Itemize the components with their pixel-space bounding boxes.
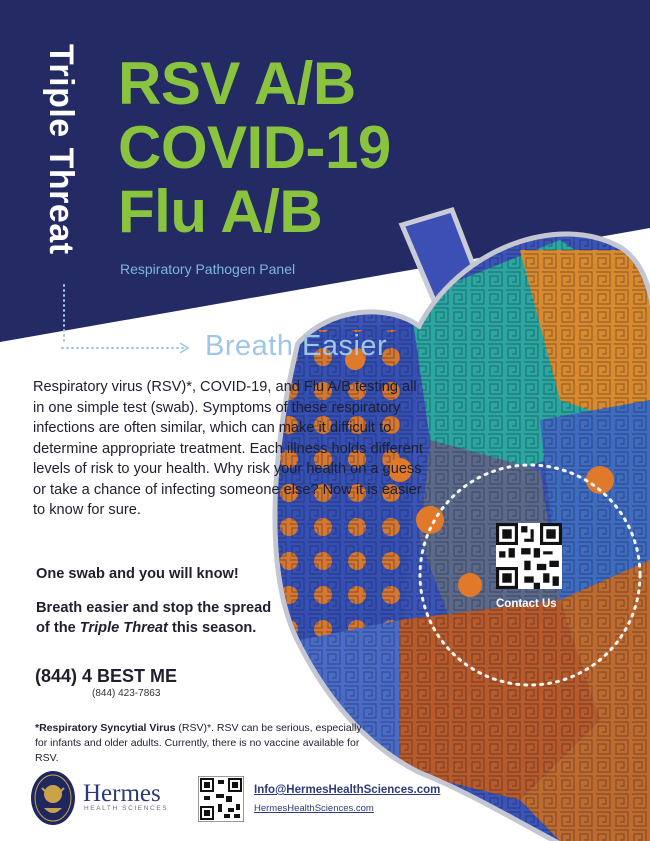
footnote-rest: (RSV)*. RSV can be serious, especially for infants and older adults. Currently, there is no vaccine available for RSV. — [35, 722, 362, 764]
qr-code-small[interactable] — [198, 776, 244, 822]
contact-us-label[interactable]: Contact Us — [496, 598, 557, 610]
headline-line-covid: COVID-19 — [118, 114, 391, 181]
spread-line — [36, 598, 286, 638]
footnote-bold: *Respiratory Syncytial Virus — [35, 722, 176, 734]
email-link[interactable]: Info@HermesHealthSciences.com — [254, 784, 441, 796]
brand-tagline: HEALTH SCIENCES — [84, 805, 169, 812]
intro-paragraph: Respiratory virus (RSV)*, COVID-19, and Flu A/B testing all in one simple test (swab). Symptoms of these respiratory infections are often similar, which can make it difficult to determine appropriate treatment. Each illness holds different levels of risk to your health. Why risk your health on a guess or take a chance of infecting someone else? Now it is easier to know for sure. — [33, 379, 423, 518]
subtitle: Respiratory Pathogen Panel — [120, 261, 296, 277]
tagline: Breath Easier — [205, 330, 388, 362]
website-link[interactable]: HermesHealthSciences.com — [254, 803, 374, 814]
spread-text-em: Triple Threat — [79, 620, 168, 636]
qr-code-large[interactable] — [496, 523, 562, 589]
hermes-logo-icon — [30, 770, 76, 826]
phone-vanity[interactable]: (844) 4 BEST ME — [35, 666, 178, 686]
brand-name: Hermes — [83, 780, 161, 807]
headline-line-flu: Flu A/B — [118, 178, 323, 245]
one-swab-line: One swab and you will know! — [36, 566, 239, 582]
spread-text-a: Breath easier and stop the spread of the — [36, 600, 272, 636]
footnote — [35, 721, 375, 766]
spread-text-b: this season. — [167, 620, 257, 636]
headline-line-rsv: RSV A/B — [118, 50, 356, 117]
phone-number[interactable]: (844) 423-7863 — [92, 688, 161, 699]
headline — [118, 52, 391, 244]
vertical-title: Triple Threat — [42, 44, 80, 255]
